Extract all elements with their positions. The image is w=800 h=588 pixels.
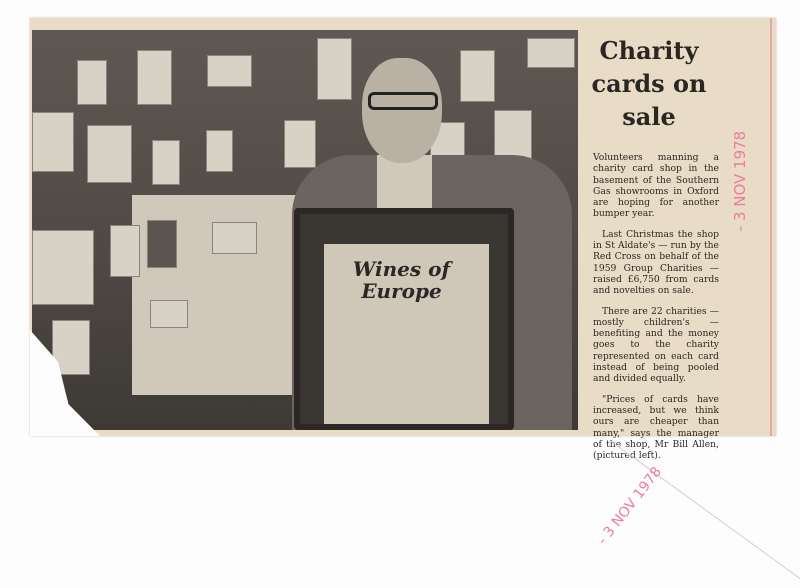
card (32, 230, 94, 305)
article-body (593, 152, 719, 470)
card (284, 120, 316, 168)
card (87, 125, 132, 183)
headline: Charity cards on sale (591, 36, 707, 131)
man-shirt (377, 155, 432, 215)
card (527, 38, 575, 68)
card (207, 55, 252, 87)
card (110, 225, 140, 277)
margin-line (770, 18, 772, 436)
card (32, 112, 74, 172)
photograph (32, 30, 578, 430)
wines-of-europe-banner (294, 208, 514, 430)
card (317, 38, 352, 100)
paragraph: "Prices of cards have increased, but we think ours are cheaper than many," says the manager of the shop, Mr Bill Allen, (pictured left). (593, 393, 719, 462)
date-stamp-diagonal: - 3 NOV 1978 (594, 464, 666, 548)
card (150, 300, 188, 328)
card (212, 222, 257, 254)
card (494, 110, 532, 160)
paragraph: There are 22 charities — mostly children's — benefiting and the money goes to the charity represented on each card instead of being pooled and divided equally. (593, 305, 719, 385)
card (460, 50, 495, 102)
paragraph: Last Christmas the shop in St Aldate's — run by the Red Cross on behalf of the 1959 Group Charities — raised £6,750 from cards and novelties on sale. (593, 228, 719, 297)
card (152, 140, 180, 185)
banner-title: Wines of Europe (352, 257, 451, 303)
date-stamp-vertical: - 3 NOV 1978 (731, 130, 750, 232)
card (137, 50, 172, 105)
card (77, 60, 107, 105)
man-head (362, 58, 442, 163)
paragraph: Volunteers manning a charity card shop in the basement of the Southern Gas showrooms in Oxford are hoping for another bumper year. (593, 152, 719, 220)
glasses (368, 92, 438, 110)
card (147, 220, 177, 268)
card (206, 130, 233, 172)
